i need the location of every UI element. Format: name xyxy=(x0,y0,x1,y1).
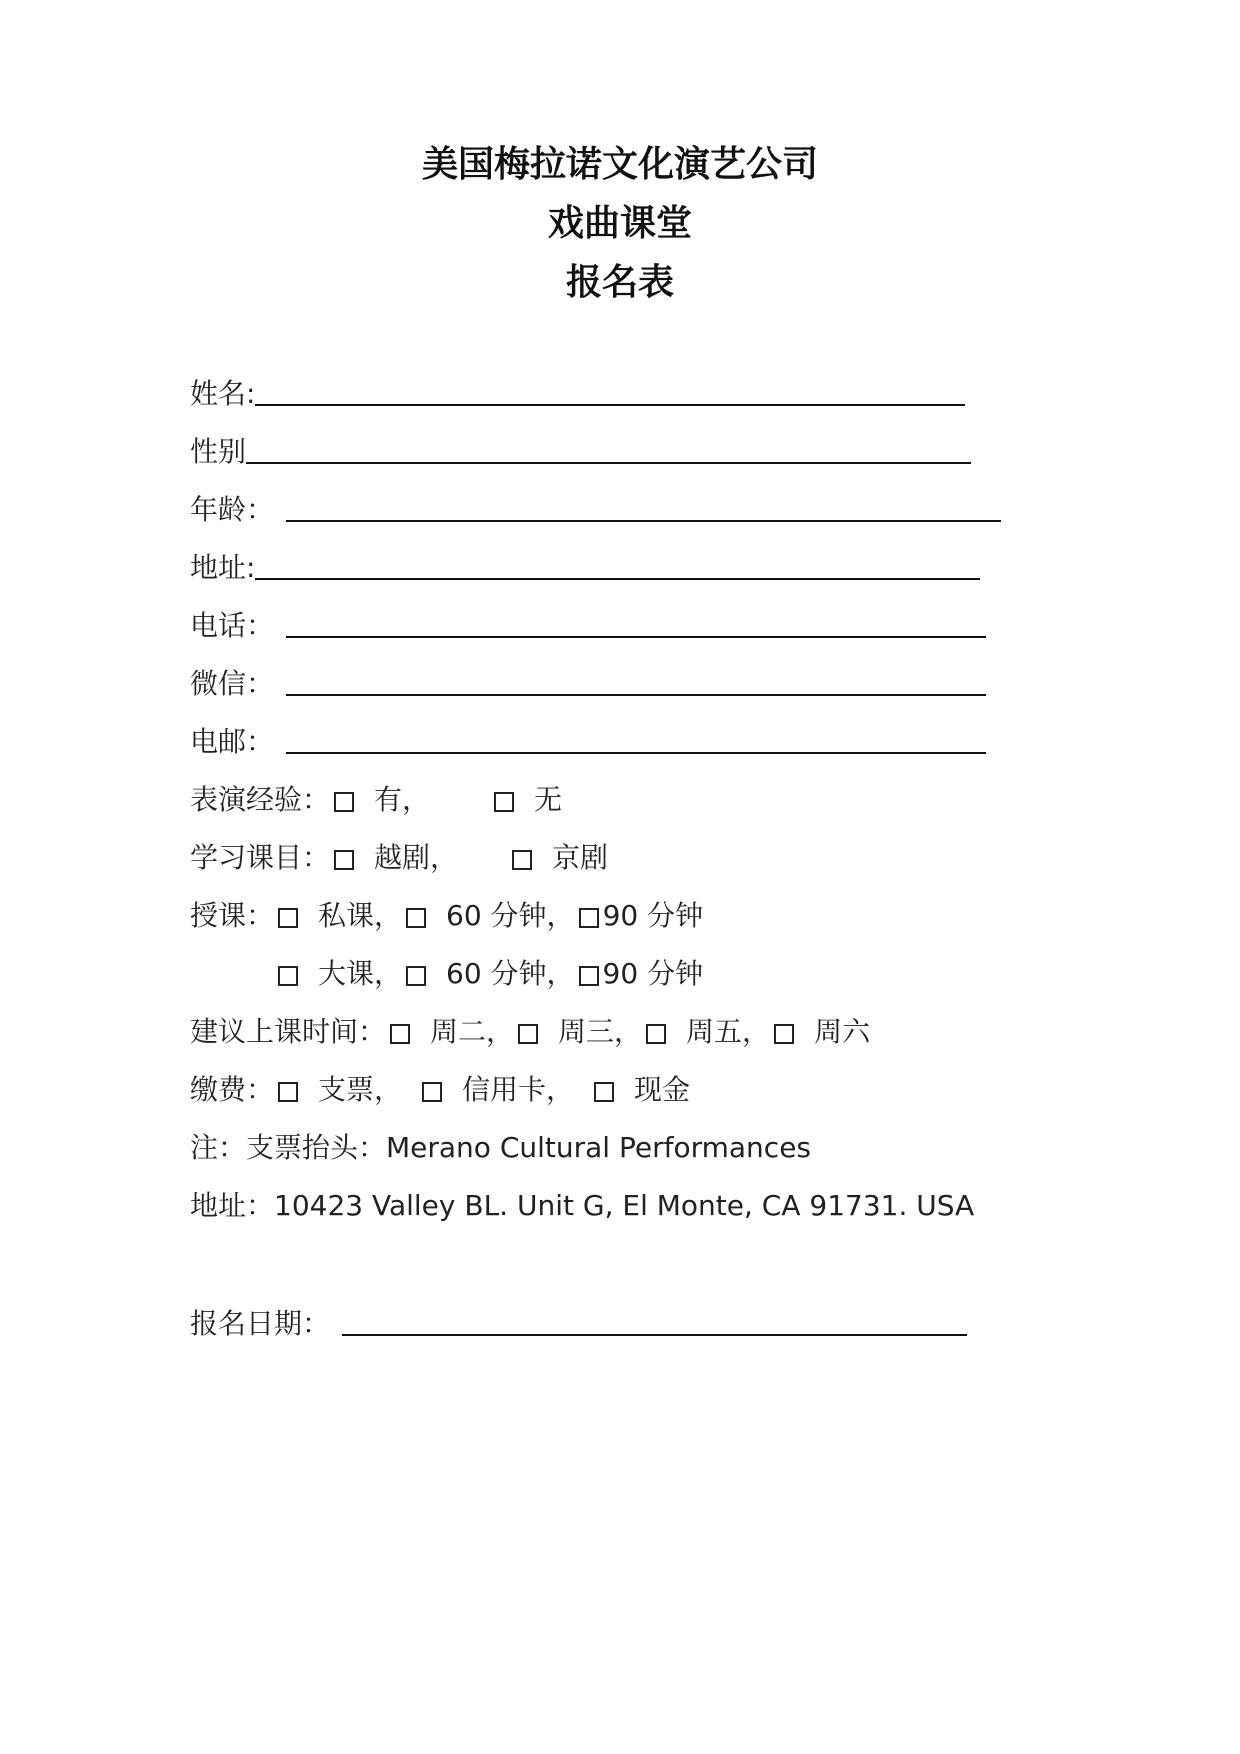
checkbox[interactable] xyxy=(579,908,599,928)
checkbox[interactable] xyxy=(334,792,354,812)
name-label: 姓名: xyxy=(190,377,256,410)
schedule-label: 建议上课时间： xyxy=(190,1015,387,1048)
phone-row xyxy=(190,609,986,642)
option-label: 私课， xyxy=(318,899,403,932)
option-label: 90 分钟 xyxy=(602,899,704,932)
payment-row xyxy=(190,1073,691,1106)
gender-field[interactable] xyxy=(246,461,971,464)
option-label: 60 分钟， xyxy=(446,957,575,990)
signup-date-field[interactable] xyxy=(342,1333,967,1336)
signup-date-label: 报名日期： xyxy=(190,1307,331,1340)
payment-option-card[interactable] xyxy=(418,1073,575,1106)
option-label: 越剧， xyxy=(374,841,459,874)
checkbox[interactable] xyxy=(774,1024,794,1044)
schedule-option-sat[interactable] xyxy=(770,1015,871,1048)
signup-date-row xyxy=(190,1307,967,1340)
address-row xyxy=(190,551,980,584)
schedule-option-tue[interactable] xyxy=(386,1015,515,1048)
email-label: 电邮： xyxy=(190,725,275,758)
lesson-group-row xyxy=(274,957,704,990)
option-label: 支票， xyxy=(318,1073,403,1106)
lesson-private-row xyxy=(190,899,704,932)
wechat-field[interactable] xyxy=(286,693,986,696)
course-title: 戏曲课堂 xyxy=(547,202,692,244)
schedule-option-fri[interactable] xyxy=(642,1015,771,1048)
schedule-row xyxy=(190,1015,871,1048)
subject-option-yueju[interactable] xyxy=(330,841,459,874)
phone-field[interactable] xyxy=(286,635,986,638)
lesson-label: 授课： xyxy=(190,899,275,932)
lesson-private-90min[interactable] xyxy=(575,899,704,932)
address-field[interactable] xyxy=(255,577,980,580)
lesson-group-60min[interactable] xyxy=(402,957,575,990)
option-label: 京剧 xyxy=(552,841,609,874)
gender-label: 性别 xyxy=(190,435,247,468)
address-label: 地址: xyxy=(190,551,256,584)
wechat-label: 微信： xyxy=(190,667,275,700)
gender-row xyxy=(190,435,971,468)
email-field[interactable] xyxy=(286,751,986,754)
checkbox[interactable] xyxy=(512,850,532,870)
checkbox[interactable] xyxy=(390,1024,410,1044)
checkbox[interactable] xyxy=(334,850,354,870)
checkbox[interactable] xyxy=(518,1024,538,1044)
lesson-group-90min[interactable] xyxy=(575,957,704,990)
phone-label: 电话： xyxy=(190,609,275,642)
experience-option-yes[interactable] xyxy=(330,783,431,816)
experience-label: 表演经验： xyxy=(190,783,331,816)
check-payee-note: 注：支票抬头：Merano Cultural Performances xyxy=(190,1131,812,1164)
subject-option-jingju[interactable] xyxy=(508,841,609,874)
checkbox[interactable] xyxy=(646,1024,666,1044)
option-label: 有， xyxy=(374,783,431,816)
option-label: 周三， xyxy=(558,1015,643,1048)
option-label: 大课， xyxy=(318,957,403,990)
checkbox[interactable] xyxy=(406,908,426,928)
payment-option-cash[interactable] xyxy=(590,1073,691,1106)
experience-row xyxy=(190,783,563,816)
checkbox[interactable] xyxy=(422,1082,442,1102)
checkbox[interactable] xyxy=(594,1082,614,1102)
wechat-row xyxy=(190,667,986,700)
option-label: 90 分钟 xyxy=(602,957,704,990)
checkbox[interactable] xyxy=(494,792,514,812)
company-title: 美国梅拉诺文化演艺公司 xyxy=(421,143,818,185)
option-label: 60 分钟， xyxy=(446,899,575,932)
lesson-option-group[interactable] xyxy=(274,957,403,990)
payment-option-check[interactable] xyxy=(274,1073,403,1106)
option-label: 现金 xyxy=(634,1073,691,1106)
checkbox[interactable] xyxy=(579,966,599,986)
payment-label: 缴费： xyxy=(190,1073,275,1106)
checkbox[interactable] xyxy=(278,908,298,928)
checkbox[interactable] xyxy=(278,966,298,986)
mailing-address: 地址：10423 Valley BL. Unit G, El Monte, CA 91731. USA xyxy=(190,1189,975,1222)
option-label: 周二， xyxy=(430,1015,515,1048)
schedule-option-wed[interactable] xyxy=(514,1015,643,1048)
option-label: 信用卡， xyxy=(462,1073,575,1106)
subject-label: 学习课目： xyxy=(190,841,331,874)
lesson-private-60min[interactable] xyxy=(402,899,575,932)
age-field[interactable] xyxy=(286,519,1001,522)
age-row xyxy=(190,493,1001,526)
option-label: 周五， xyxy=(686,1015,771,1048)
form-title: 报名表 xyxy=(565,261,674,303)
checkbox[interactable] xyxy=(406,966,426,986)
subject-row xyxy=(190,841,609,874)
lesson-option-private[interactable] xyxy=(274,899,403,932)
option-label: 周六 xyxy=(814,1015,871,1048)
option-label: 无 xyxy=(534,783,563,816)
age-label: 年龄： xyxy=(190,493,275,526)
email-row xyxy=(190,725,986,758)
name-row xyxy=(190,377,965,410)
name-field[interactable] xyxy=(255,403,965,406)
checkbox[interactable] xyxy=(278,1082,298,1102)
experience-option-no[interactable] xyxy=(490,783,563,816)
